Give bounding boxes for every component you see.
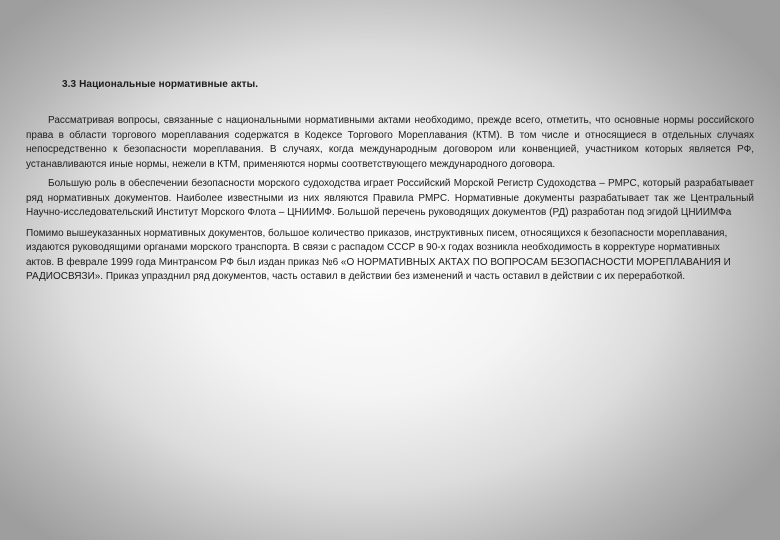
paragraph-orders: Помимо вышеуказанных нормативных документов, большое количество приказов, инструктивных писем, относящихся к безопасности мореплавания, издаются руководящими органами морского транспорта. В связи с распадом СССР в 90-х годах возникла необходимость в корректуре нормативных актов. В феврале 1999 года Минтрансом РФ был издан приказ №6 «О НОРМАТИВНЫХ АКТАХ ПО ВОПРОСАМ БЕЗОПАСНОСТИ МОРЕПЛАВАНИЯ И РАДИОСВЯЗИ». Приказ упразднил ряд документов, часть оставил в действии без изменений и часть оставил в действии с их переработкой. [26,227,731,282]
body-text [26,114,754,285]
section-heading: 3.3 Национальные нормативные акты. [62,79,259,90]
paragraph-register: Большую роль в обеспечении безопасности морского судоходства играет Российский Морской Регистр Судоходства – РМРС, который разрабатывает ряд нормативных документов. Наиболее известными из них являются Правила РМРС. Нормативные документы разрабатывает так же Центральный Научно-исследовательский Институт Морского Флота – ЦНИИМФ. Большой перечень руководящих документов (РД) разработан под эгидой ЦНИИМФа [26,178,754,218]
paragraph-national-acts: Рассматривая вопросы, связанные с национальными нормативными актами необходимо, прежде всего, отметить, что основные нормы российского права в области торгового мореплавания содержатся в Кодексе Торгового Мореплавания (КТМ). В том числе и относящиеся в отдельных случаях непосредственно к безопасности мореплавания. В случаях, когда международным договором или конвенцией, участником которых является РФ, устанавливаются иные нормы, нежели в КТМ, применяются нормы соответствующего международного договора. [26,115,754,170]
